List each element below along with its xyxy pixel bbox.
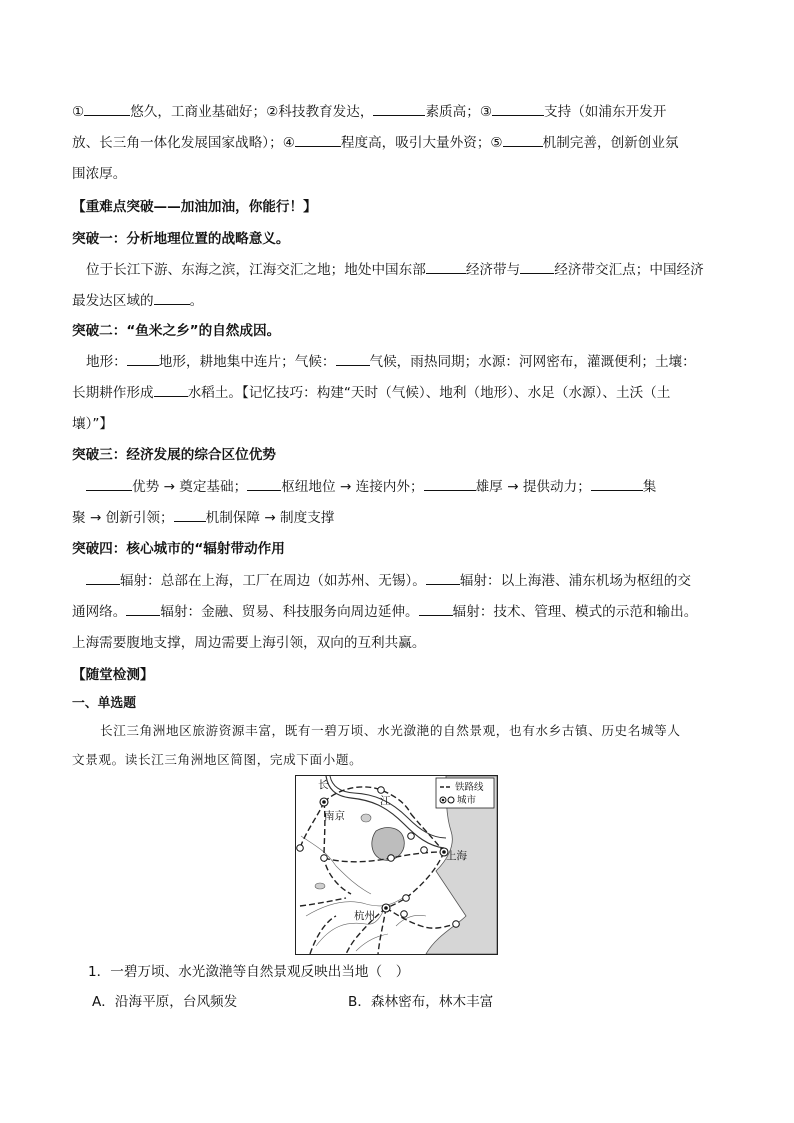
map-legend <box>436 778 494 808</box>
tai-lake <box>372 828 404 861</box>
heading-in-class-test: 【随堂检测】 <box>72 667 154 683</box>
answer-blank[interactable] <box>426 259 466 274</box>
option-a[interactable]: A．沿海平原，台风频发 <box>92 994 238 1010</box>
river <box>301 836 371 894</box>
city-marker <box>388 855 395 862</box>
breakthrough-2-line-1: 地形： 地形，耕地集中连片；气候： 气候，雨热同期；水源：河网密布，灌溉便利；土壤： <box>72 347 722 378</box>
breakthrough-4-line-2: 通网络。 辐射：金融、贸易、科技服务向周边延伸。 辐射：技术、管理、模式的示范和输出。 <box>72 597 722 628</box>
advantages-line-2: 放、长三角一体化发展国家战略）；④ 程度高，吸引大量外资；⑤ 机制完善，创新创业氛 <box>72 128 722 159</box>
question-intro-line-1: 长江三角洲地区旅游资源丰富，既有一碧万顷、水光潋滟的自然景观，也有水乡古镇、历史名城等人 <box>100 723 681 738</box>
option-b[interactable]: B．森林密布，林木丰富 <box>348 994 494 1010</box>
river <box>396 915 426 926</box>
city-marker <box>297 845 304 852</box>
answer-blank[interactable] <box>84 101 130 116</box>
answer-blank[interactable] <box>503 132 543 147</box>
answer-blank[interactable] <box>127 351 159 366</box>
heading-breakthrough: 【重难点突破——加油加油，你能行！】 <box>72 199 317 215</box>
answer-blank[interactable] <box>86 476 132 491</box>
city-marker <box>321 855 328 862</box>
city-marker <box>421 847 428 854</box>
advantages-line-3: 围浓厚。 <box>72 166 127 182</box>
answer-blank[interactable] <box>86 570 120 585</box>
breakthrough-3-line-2: 聚 → 创新引领； 机制保障 → 制度支撑 <box>72 503 722 534</box>
label-hangzhou: 杭州 <box>354 910 375 922</box>
city-marker <box>408 833 415 840</box>
answer-blank[interactable] <box>174 507 206 522</box>
advantages-line-1: ① 悠久，工商业基础好；②科技教育发达， 素质高；③ 支持（如浦东开发开 <box>72 97 722 128</box>
lake <box>315 883 325 889</box>
yangtze-delta-map <box>295 775 498 955</box>
answer-blank[interactable] <box>520 259 554 274</box>
question-1-stem: 1．一碧万顷、水光潋滟等自然景观反映出当地（ ） <box>88 964 410 980</box>
breakthrough-4-title: 突破四：核心城市的“辐射带动作用 <box>72 541 285 557</box>
map-drawing <box>296 776 497 954</box>
river <box>316 906 386 946</box>
answer-blank[interactable] <box>492 101 544 116</box>
section-single-choice: 一、单选题 <box>72 696 136 711</box>
city-marker <box>453 921 460 928</box>
label-shanghai: 上海 <box>446 850 467 862</box>
answer-blank[interactable] <box>336 351 370 366</box>
breakthrough-2-line-2: 长期耕作形成 水稻土。【记忆技巧：构建“天时（气候）、地利（地形）、水足（水源）、土沃（土 <box>72 378 722 409</box>
answer-blank[interactable] <box>154 290 190 305</box>
river <box>356 934 388 951</box>
breakthrough-1-line-1: 位于长江下游、东海之滨，江海交汇之地；地处中国东部 经济带与 经济带交汇点；中国经济 <box>72 255 722 286</box>
city-marker <box>378 787 385 794</box>
breakthrough-1-title: 突破一：分析地理位置的战略意义。 <box>72 231 290 247</box>
breakthrough-4-line-1: 辐射：总部在上海，工厂在周边（如苏州、无锡）。 辐射：以上海港、浦东机场为枢纽的交 <box>72 566 722 597</box>
lake <box>361 814 371 822</box>
breakthrough-1-line-2: 最发达区域的 。 <box>72 286 722 317</box>
answer-blank[interactable] <box>247 476 281 491</box>
city-marker <box>403 895 410 902</box>
answer-blank[interactable] <box>426 570 460 585</box>
answer-blank[interactable] <box>373 101 425 116</box>
city-marker <box>401 911 408 918</box>
answer-blank[interactable] <box>154 382 188 397</box>
answer-blank[interactable] <box>424 476 476 491</box>
label-chang: 长 <box>318 779 329 791</box>
legend-railway: 铁路线 <box>455 782 484 793</box>
answer-blank[interactable] <box>591 476 643 491</box>
answer-blank[interactable] <box>419 601 453 616</box>
label-nanjing: 南京 <box>324 810 345 822</box>
label-jiang: 江 <box>380 795 391 807</box>
answer-blank[interactable] <box>126 601 160 616</box>
question-intro-line-2: 文景观。读长江三角洲地区简图，完成下面小题。 <box>72 752 363 767</box>
breakthrough-4-line-3: 上海需要腹地支撑，周边需要上海引领，双向的互利共赢。 <box>72 635 426 651</box>
breakthrough-3-title: 突破三：经济发展的综合区位优势 <box>72 447 276 463</box>
breakthrough-2-line-3: 壤）”】 <box>72 416 114 432</box>
answer-blank[interactable] <box>295 132 341 147</box>
breakthrough-3-line-1: 优势 → 奠定基础； 枢纽地位 → 连接内外； 雄厚 → 提供动力； 集 <box>72 472 722 503</box>
legend-city: 城市 <box>457 795 477 806</box>
breakthrough-2-title: 突破二：“鱼米之乡”的自然成因。 <box>72 323 281 339</box>
